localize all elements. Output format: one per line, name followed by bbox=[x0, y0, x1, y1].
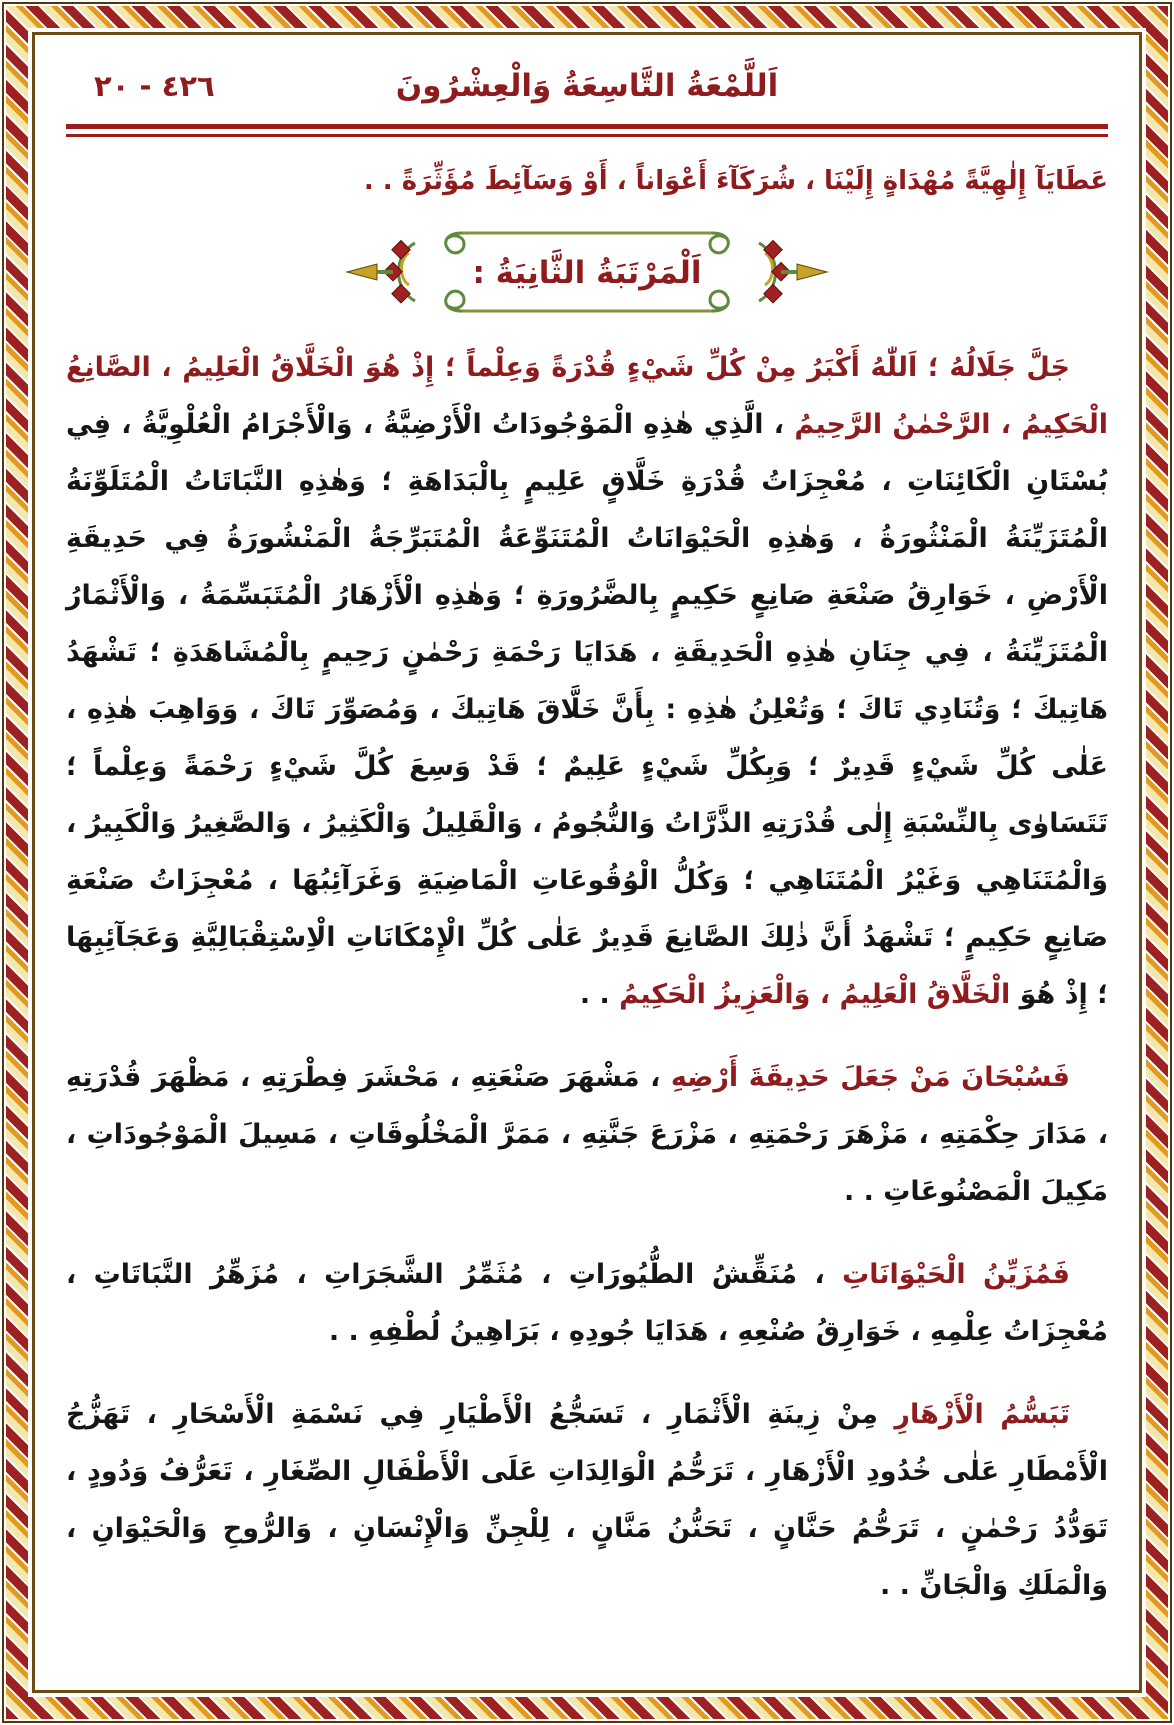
paragraph-segment: . . bbox=[579, 979, 620, 1010]
body-paragraph bbox=[66, 1246, 1108, 1360]
paragraph-segment: تَبَسُّمُ الْأَزْهَارِ bbox=[894, 1399, 1071, 1430]
body-paragraph bbox=[66, 339, 1108, 1023]
body-paragraph bbox=[66, 1386, 1108, 1614]
body-paragraph bbox=[66, 1049, 1108, 1220]
section-heading: اَلْمَرْتَبَةُ الثَّانِيَةُ : bbox=[472, 255, 702, 291]
section-ornament bbox=[327, 213, 847, 325]
header-divider bbox=[66, 124, 1108, 137]
paragraph-segment: فَمُزَيِّنُ الْحَيْوَانَاتِ bbox=[842, 1259, 1070, 1290]
page-content bbox=[40, 40, 1134, 1685]
paragraph-segment: ، مَشْهَرَ صَنْعَتِهِ ، مَحْشَرَ فِطْرَتِهِ ، مَظْهَرَ قُدْرَتِهِ ، مَدَارَ حِكْمَتِهِ ، مَزْهَرَ رَحْمَتِهِ ، مَزْرَعَ جَنَّتِهِ ، مَمَرَّ الْمَخْلُوقَاتِ ، مَسِيلَ الْمَوْجُودَاتِ ، مَكِيلَ الْمَصْنُوعَاتِ . . bbox=[66, 1062, 1108, 1207]
body-text bbox=[66, 339, 1108, 1614]
paragraph-segment: فَسُبْحَانَ مَنْ جَعَلَ حَدِيقَةَ أَرْضِهِ bbox=[670, 1062, 1070, 1093]
paragraph-segment: ، الَّذِي هٰذِهِ الْمَوْجُودَاتُ الْأَرْضِيَّةُ ، وَالْأَجْرَامُ الْعُلْوِيَّةُ ، فِي بُسْتَانِ الْكَائِنَاتِ ، مُعْجِزَاتُ قُدْرَةِ خَلَّاقٍ عَلِيمٍ بِالْبَدَاهَةِ ؛ وَهٰذِهِ النَّبَاتَاتُ الْمُتَلَوِّنَةُ الْمُتَزَيِّنَةُ الْمَنْثُورَةُ ، وَهٰذِهِ الْحَيْوَانَاتُ الْمُتَنَوِّعَةُ الْمُتَبَرِّجَةُ الْمَنْشُورَةُ فِي حَدِيقَةِ الْأَرْضِ ، خَوَارِقُ صَنْعَةِ صَانِعٍ حَكِيمٍ بِالضَّرُورَةِ ؛ وَهٰذِهِ الْأَزْهَارُ الْمُتَبَسِّمَةُ ، وَالْأَثْمَارُ الْمُتَزَيِّنَةُ ، فِي جِنَانِ هٰذِهِ الْحَدِيقَةِ ، هَدَايَا رَحْمَةِ رَحْمٰنٍ رَحِيمٍ بِالْمُشَاهَدَةِ ؛ تَشْهَدُ هَاتِيكَ ؛ وَتُنَادِي تَاكَ ؛ وَتُعْلِنُ هٰذِهِ : بِأَنَّ خَلَّاقَ هَاتِيكَ ، وَمُصَوِّرَ تَاكَ ، وَوَاهِبَ هٰذِهِ ، عَلٰى كُلِّ شَيْءٍ قَدِيرٌ ؛ وَبِكُلِّ شَيْءٍ عَلِيمٌ ؛ قَدْ وَسِعَ كُلَّ شَيْءٍ رَحْمَةً وَعِلْماً ؛ تَتَسَاوٰى بِالنِّسْبَةِ إِلٰى قُدْرَتِهِ الذَّرَّاتُ وَالنُّجُومُ ، وَالْقَلِيلُ وَالْكَثِيرُ ، وَالصَّغِيرُ وَالْكَبِيرُ ، وَالْمُتَنَاهِي وَغَيْرُ الْمُتَنَاهِي ؛ وَكُلُّ الْوُقُوعَاتِ الْمَاضِيَةِ وَغَرَآئِبُهَا ، مُعْجِزَاتُ صَنْعَةِ صَانِعٍ حَكِيمٍ ؛ تَشْهَدُ أَنَّ ذٰلِكَ الصَّانِعَ قَدِيرٌ عَلٰى كُلِّ الْإِمْكَانَاتِ الْاِسْتِقْبَالِيَّةِ وَعَجَآئِبِهَا ؛ إِذْ هُوَ bbox=[66, 409, 1108, 1010]
paragraph-segment: جَلَّ جَلَالُهُ ؛ اَللّٰهُ أَكْبَرُ مِنْ كُلِّ شَيْءٍ قُدْرَةً وَعِلْماً ؛ إِذْ هُوَ الْخَلَّاقُ الْعَلِيمُ ، الصَّانِعُ الْحَكِيمُ ، الرَّحْمٰنُ الرَّحِيمُ bbox=[66, 352, 1108, 440]
page-number: ٤٢٦ - ٢٠ bbox=[94, 69, 215, 103]
paragraph-segment: مِنْ زِينَةِ الْأَثْمَارِ ، تَسَجُّعُ الْأَطْيَارِ فِي نَسْمَةِ الْأَسْحَارِ ، تَهَزُّجُ الْأَمْطَارِ عَلٰى خُدُودِ الْأَزْهَارِ ، تَرَحُّمُ الْوَالِدَاتِ عَلَى الْأَطْفَالِ الصِّغَارِ ، تَعَرُّفُ وَدُودٍ ، تَوَدُّدُ رَحْمٰنٍ ، تَرَحُّمُ حَنَّانٍ ، تَحَنُّنُ مَنَّانٍ ، لِلْجِنِّ وَالْإِنْسَانِ ، وَالرُّوحِ وَالْحَيْوَانِ ، وَالْمَلَكِ وَالْجَانِّ . . bbox=[66, 1399, 1108, 1601]
page-title: اَللَّمْعَةُ التَّاسِعَةُ وَالْعِشْرُونَ bbox=[395, 68, 779, 104]
intro-line: عَطَايَآ إِلٰهِيَّةً مُهْدَاةٍ إِلَيْنَا ، شُرَكَآءَ أَعْوَاناً ، أَوْ وَسَآئِطَ مُؤَثِّرَةً . . bbox=[363, 166, 1108, 196]
paragraph-segment: الْخَلَّاقُ الْعَلِيمُ ، وَالْعَزِيزُ الْحَكِيمُ bbox=[619, 979, 1011, 1010]
page-header bbox=[66, 54, 1108, 118]
paragraph-segment: ، مُنَقِّشُ الطُّيُورَاتِ ، مُثَمِّرُ الشَّجَرَاتِ ، مُزَهِّرُ النَّبَاتَاتِ ، مُعْجِزَاتُ عِلْمِهِ ، خَوَارِقُ صُنْعِهِ ، هَدَايَا جُودِهِ ، بَرَاهِينُ لُطْفِهِ . . bbox=[66, 1259, 1108, 1347]
